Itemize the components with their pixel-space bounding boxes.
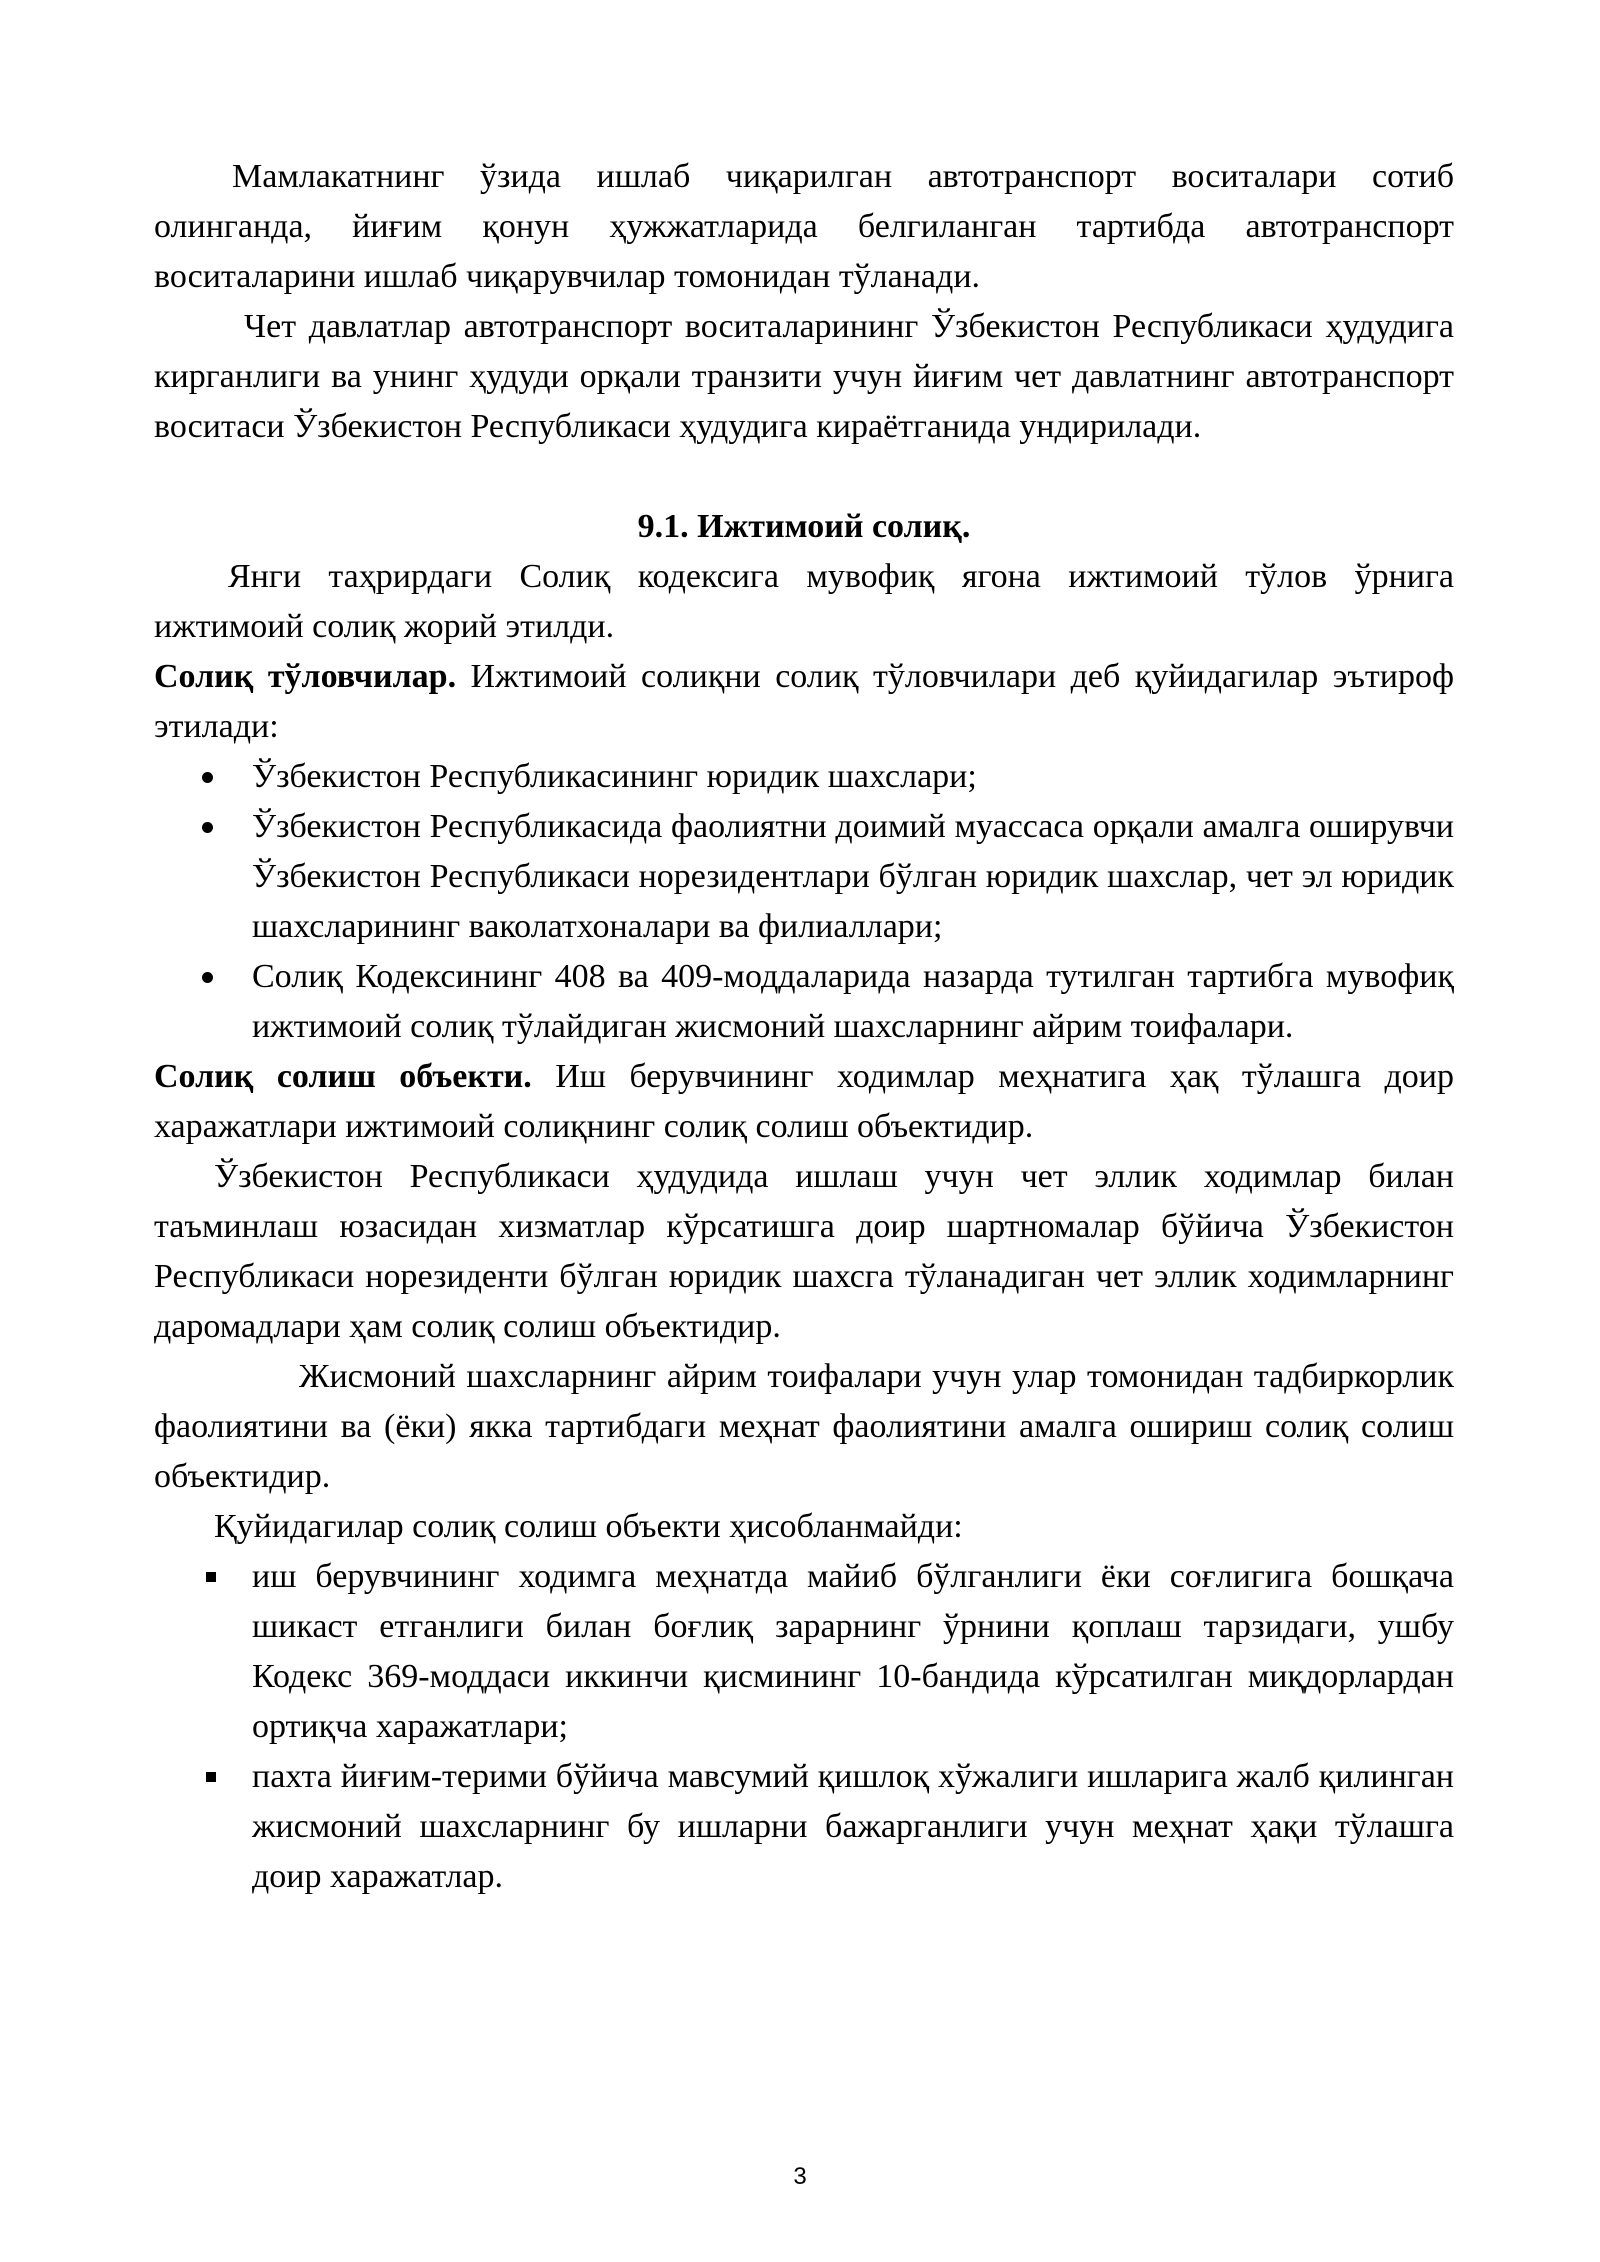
tax-object-label: Солиқ солиш объекти. bbox=[154, 1058, 532, 1095]
list-item: иш берувчининг ходимга меҳнатда майиб бўлганлиги ёки соғлигига бошқача шикаст етганлиги билан боғлиқ зарарнинг ўрнини қоплаш тарзидаги, ушбу Кодекс 369-моддаси иккинчи қисмининг 10-бандида кўрсатилган миқдорлардан ортиқча харажатлари; bbox=[154, 1552, 1454, 1752]
paragraph-social-tax-intro: Янги таҳрирдаги Солиқ кодексига мувофиқ ягона ижтимоий тўлов ўрнига ижтимоий солиқ жорий этилди. bbox=[154, 558, 1454, 645]
list-item: Ўзбекистон Республикасининг юридик шахслари; bbox=[154, 752, 1454, 802]
paragraph-foreign-workers: Ўзбекистон Республикаси ҳудудида ишлаш учун чет эллик ходимлар билан таъминлаш юзасидан хизматлар кўрсатишга доир шартномалар бўйича Ўзбекистон Республикаси норезиденти бўлган юридик шахсга тўланадиган чет эллик ходимларнинг даромадлари ҳам солиқ солиш объектидир. bbox=[154, 1158, 1454, 1345]
paragraph-domestic-vehicles: Мамлакатнинг ўзида ишлаб чиқарилган автотранспорт воситалари сотиб олинганда, йиғим қонун ҳужжатларида белгиланган тартибда автотранспорт воситаларини ишлаб чиқарувчилар томонидан тўланади. bbox=[154, 158, 1454, 295]
paragraph-tax-object bbox=[154, 1052, 1454, 1152]
tax-object-text: Иш берувчининг ходимлар меҳнатига ҳақ тўлашга доир харажатлари ижтимоий солиқнинг солиқ солиш объектидир. bbox=[154, 1058, 1454, 1145]
tax-payers-text: Ижтимоий солиқни солиқ тўловчилари деб қуйидагилар эътироф этилади: bbox=[154, 658, 1454, 745]
exempt-list bbox=[154, 1552, 1454, 1902]
page-number: 3 bbox=[793, 2163, 807, 2190]
paragraph-tax-payers bbox=[154, 652, 1454, 752]
paragraph-not-taxable: Қуйидагилар солиқ солиш объекти ҳисобланмайди: bbox=[214, 1508, 963, 1545]
list-item: Ўзбекистон Республикасида фаолиятни доимий муассаса орқали амалга оширувчи Ўзбекистон Республикаси норезидентлари бўлган юридик шахслар, чет эл юридик шахсларининг ваколатхоналари ва филиаллари; bbox=[154, 802, 1454, 952]
tax-payers-list bbox=[154, 752, 1454, 1052]
paragraph-individuals: Жисмоний шахсларнинг айрим тоифалари учун улар томонидан тадбиркорлик фаолиятини ва (ёки) якка тартибдаги меҳнат фаолиятини амалга ошириш солиқ солиш объектидир. bbox=[154, 1358, 1454, 1495]
list-item: пахта йиғим-терими бўйича мавсумий қишлоқ хўжалиги ишларига жалб қилинган жисмоний шахсларнинг бу ишларни бажарганлиги учун меҳнат ҳақи тўлашга доир харажатлар. bbox=[154, 1752, 1454, 1902]
page-content bbox=[154, 152, 1454, 1902]
paragraph-foreign-vehicles: Чет давлатлар автотранспорт воситаларининг Ўзбекистон Республикаси ҳудудига кирганлиги ва унинг ҳудуди орқали транзити учун йиғим чет давлатнинг автотранспорт воситаси Ўзбекистон Республикаси ҳудудига кираётганида ундирилади. bbox=[154, 308, 1454, 445]
section-heading: 9.1. Ижтимоий солиқ. bbox=[637, 508, 971, 545]
tax-payers-label: Солиқ тўловчилар. bbox=[154, 658, 457, 695]
list-item: Солиқ Кодексининг 408 ва 409-моддаларида назарда тутилган тартибга мувофиқ ижтимоий солиқ тўлайдиган жисмоний шахсларнинг айрим тоифалари. bbox=[154, 952, 1454, 1052]
